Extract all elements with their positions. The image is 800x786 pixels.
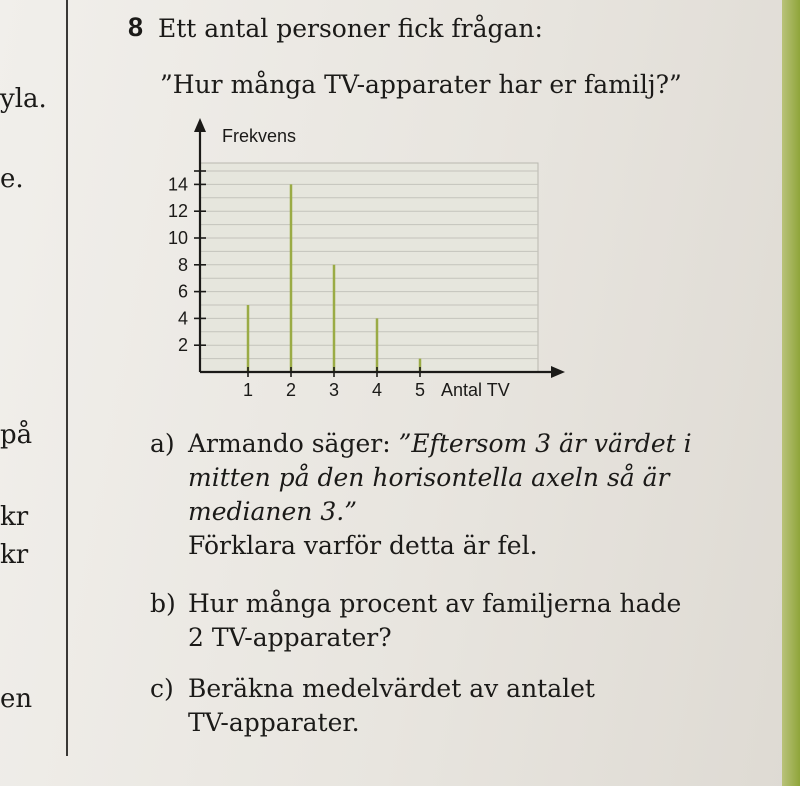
y-tick-label: 12 <box>167 201 188 222</box>
y-tick-label: 10 <box>167 228 188 248</box>
x-tick-label: 5 <box>414 380 426 400</box>
x-tick-label: 4 <box>371 380 383 400</box>
subquestion-a-line4: Förklara varför detta är fel. <box>188 531 538 560</box>
subquestion-c-line1: Beräkna medelvärdet av antalet <box>188 674 595 703</box>
subquestion-a-line1-plain: Armando säger: <box>188 429 399 458</box>
question-number: 8 <box>128 12 144 42</box>
margin-fragment-3: på <box>0 420 33 450</box>
y-tick-label: 14 <box>167 174 188 195</box>
y-tick-label: 4 <box>177 308 188 329</box>
subquestion-a-label: a) <box>150 429 175 458</box>
y-axis-arrow <box>194 118 206 132</box>
x-axis-title: Antal TV <box>441 380 510 400</box>
question-quote: ”Hur många TV-apparater har er familj?” <box>160 70 682 99</box>
y-tick-label: 6 <box>177 281 188 302</box>
grid-panel <box>200 163 538 372</box>
x-axis-arrow <box>551 366 565 378</box>
subquestion-c-line2: TV-apparater. <box>188 708 360 737</box>
margin-fragment-2: e. <box>0 164 24 194</box>
y-axis-title: Frekvens <box>222 126 297 146</box>
subquestion-b-line2: 2 TV-apparater? <box>188 623 392 652</box>
margin-fragment-1: yla. <box>0 84 47 114</box>
margin-fragment-5: kr <box>0 540 29 570</box>
margin-fragment-4: kr <box>0 502 29 532</box>
question-intro: Ett antal personer fick frågan: <box>158 14 543 43</box>
subquestion-a-line3: medianen 3.” <box>188 497 357 526</box>
subquestion-a-line2: mitten på den horisontella axeln så är <box>188 463 670 492</box>
chart-grid <box>200 163 538 372</box>
subquestion-c-label: c) <box>150 674 174 703</box>
x-tick-label: 3 <box>328 380 340 400</box>
subquestion-b-label: b) <box>150 589 176 618</box>
x-tick-label: 2 <box>285 380 297 400</box>
y-tick-label: 8 <box>177 254 188 275</box>
margin-fragment-6: en <box>0 684 33 714</box>
y-tick-label: 2 <box>177 335 188 356</box>
subquestion-b-line1: Hur många procent av familjerna hade <box>188 589 682 618</box>
x-tick-label: 1 <box>242 380 254 400</box>
subquestion-a-line1-italic: ”Eftersom 3 är värdet i <box>398 429 692 458</box>
